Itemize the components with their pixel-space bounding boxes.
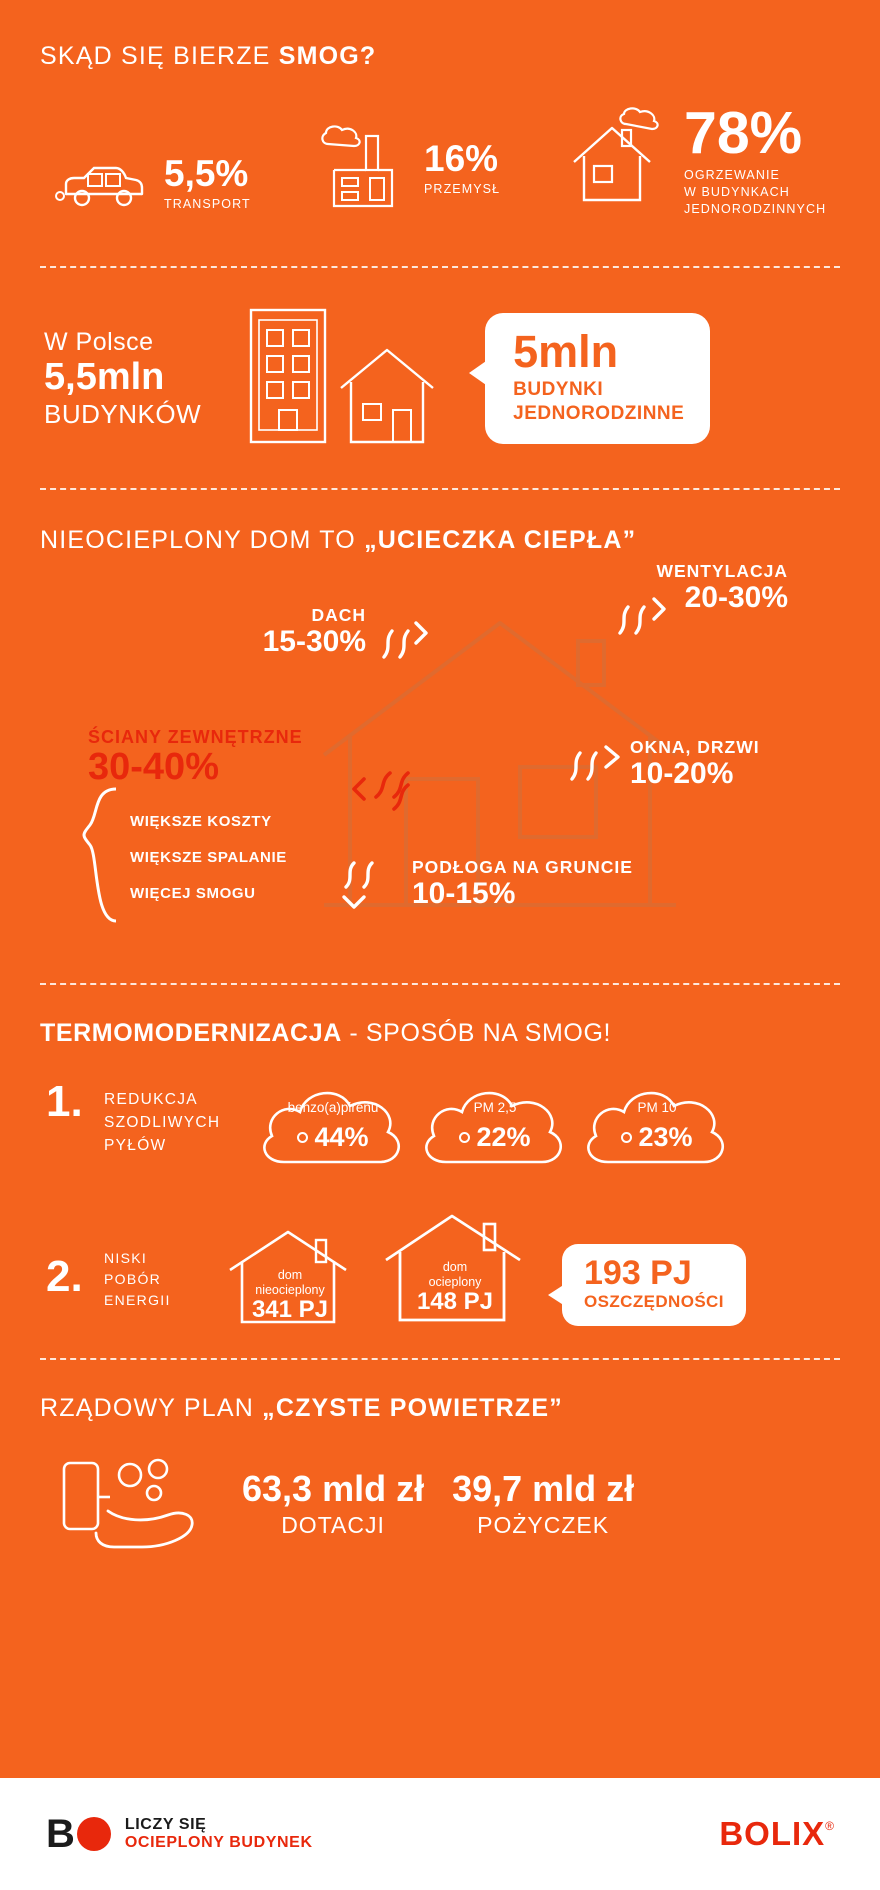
- house-dom-ocieplony: [380, 1206, 530, 1332]
- sciany-text: ŚCIANY ZEWNĘTRZNE: [88, 726, 303, 747]
- cloud-3-value: 23%: [578, 1122, 736, 1153]
- buildings-line-3: BUDYNKÓW: [44, 398, 202, 429]
- podloga-value: 10-15%: [412, 876, 516, 910]
- section-gov-plan: [0, 1360, 880, 1595]
- buildings-line-1: W Polsce: [44, 327, 154, 356]
- label-podloga: [412, 857, 712, 910]
- thermo-point-2: [40, 1222, 840, 1332]
- heating-label-line-3: JEDNORODZINNYCH: [684, 201, 827, 216]
- title-light-part: SKĄD SIĘ BIERZE: [40, 42, 279, 70]
- footer-slogan: [125, 1816, 313, 1852]
- industry-value: 16%: [424, 137, 499, 179]
- point-2-label-line-2: POBÓR: [104, 1271, 162, 1288]
- heat-escape-diagram: [40, 560, 840, 965]
- thermo-title-light: - SPOSÓB NA SMOG!: [341, 1018, 612, 1047]
- thermo-title-bold: TERMOMODERNIZACJA: [40, 1018, 342, 1047]
- transport-figures: [164, 152, 251, 211]
- logo-circle-icon: [77, 1817, 111, 1851]
- brace-icon: [76, 785, 122, 925]
- industry-label: PRZEMYSŁ: [424, 181, 501, 196]
- gov-plan-item-pozyczki: [452, 1468, 634, 1539]
- industry-figures: [424, 137, 501, 196]
- point-1-label-line-2: SZODLIWYCH: [104, 1113, 221, 1131]
- wentylacja-value: 20-30%: [684, 580, 788, 614]
- smog-source-item-heating: [564, 100, 827, 218]
- gov-title-bold: „CZYSTE POWIETRZE”: [262, 1393, 563, 1422]
- bubble-value: 5mln: [513, 326, 619, 378]
- point-2-number: 2.: [46, 1251, 83, 1301]
- section-title-heat-escape: [40, 526, 840, 555]
- point-2-label-line-3: ENERGII: [104, 1292, 171, 1309]
- bullet-1: WIĘKSZE KOSZTY: [130, 812, 272, 830]
- house-2-label: [380, 1260, 530, 1290]
- house-1-label-line-2: nieocieplony: [255, 1282, 325, 1297]
- slogan-line-1: LICZY SIĘ: [124, 1816, 207, 1833]
- heating-value: 78%: [684, 100, 803, 166]
- energy-houses: [224, 1206, 746, 1332]
- point-2-label-line-1: NISKI: [104, 1250, 148, 1267]
- wentylacja-text: WENTYLACJA: [656, 560, 788, 581]
- section-title-thermo: [40, 1019, 840, 1048]
- heat-arrow-sciany-icon: [346, 765, 416, 813]
- footer-bar: [0, 1778, 880, 1890]
- house-smoke-icon: [564, 106, 674, 216]
- pollution-clouds: [254, 1070, 736, 1182]
- gov-title-light: RZĄDOWY PLAN: [40, 1393, 263, 1422]
- heat-title-bold: „UCIECZKA CIEPŁA”: [364, 525, 637, 554]
- bullet-dot-icon: [621, 1132, 632, 1143]
- gov-plan-row: [40, 1449, 840, 1559]
- cloud-1-value: 44%: [254, 1122, 412, 1153]
- hand-money-icon: [54, 1449, 214, 1559]
- sciany-value: 30-40%: [88, 745, 219, 788]
- brand-name: BOLIX: [719, 1815, 826, 1852]
- dach-value: 15-30%: [262, 624, 366, 658]
- cloud-benzoapirenu: [254, 1070, 412, 1182]
- smog-source-item-transport: [54, 148, 304, 218]
- heat-title-light: NIEOCIEPLONY DOM TO: [40, 525, 365, 554]
- house-2-label-line-2: ocieplony: [428, 1274, 482, 1289]
- cloud-2-label: PM 2,5: [473, 1099, 517, 1115]
- savings-value: 193 PJ: [584, 1253, 692, 1292]
- heat-arrow-podloga-icon: [340, 857, 402, 921]
- point-1-number: 1.: [46, 1076, 83, 1126]
- thermo-point-1: [40, 1076, 840, 1182]
- section-thermomodernization: [0, 985, 880, 1358]
- section-title-smog-source: [40, 42, 840, 71]
- dotacje-label: DOTACJI: [281, 1512, 385, 1539]
- title-bold-part: SMOG?: [278, 42, 377, 70]
- heating-figures: [684, 100, 827, 218]
- okna-value: 10-20%: [630, 756, 734, 790]
- point-1-label: [104, 1082, 254, 1158]
- registered-mark: ®: [825, 1819, 834, 1833]
- bullet-3: WIĘCEJ SMOGU: [130, 884, 256, 902]
- smog-source-items: [40, 100, 840, 218]
- bo-logo-icon: [46, 1812, 111, 1857]
- okna-text: OKNA, DRZWI: [630, 736, 760, 757]
- brand-logo: [719, 1815, 834, 1853]
- savings-label: OSZCZĘDNOŚCI: [584, 1291, 724, 1311]
- heating-label-line-1: OGRZEWANIE: [684, 168, 780, 183]
- buildings-text: [40, 328, 201, 430]
- bullet-dot-icon: [297, 1132, 308, 1143]
- smog-source-item-industry: [314, 118, 554, 218]
- house-1-value: 341 PJ: [251, 1295, 329, 1323]
- point-1-label-line-3: PYŁÓW: [104, 1137, 167, 1155]
- house-1-label-line-1: dom: [277, 1267, 303, 1282]
- heat-arrow-wentylacja-icon: [610, 589, 680, 643]
- transport-value: 5,5%: [164, 152, 249, 194]
- label-okna-drzwi: [630, 737, 810, 790]
- section-heat-escape: [0, 490, 880, 983]
- buildings-line-2: 5,5mln: [44, 355, 165, 398]
- section-buildings: [0, 268, 880, 488]
- podloga-text: PODŁOGA NA GRUNCIE: [412, 856, 633, 877]
- bubble-label-line-2: JEDNORODZINNE: [513, 403, 685, 425]
- cloud-pm25: [416, 1070, 574, 1182]
- car-icon: [54, 148, 154, 218]
- transport-label: TRANSPORT: [164, 196, 251, 211]
- savings-bubble: [562, 1244, 746, 1326]
- house-2-value: 148 PJ: [416, 1287, 494, 1315]
- logo-letter: B: [46, 1811, 75, 1856]
- pozyczki-label: POŻYCZEK: [477, 1512, 610, 1539]
- bullet-dot-icon: [459, 1132, 470, 1143]
- heat-arrow-dach-icon: [376, 613, 446, 667]
- cloud-3-label: PM 10: [637, 1099, 677, 1115]
- house-2-label-line-1: dom: [442, 1259, 468, 1274]
- buildings-callout-bubble: [485, 313, 710, 444]
- footer-left: [46, 1812, 313, 1857]
- point-2-label: [104, 1242, 224, 1311]
- dotacje-value: 63,3 mld zł: [242, 1468, 425, 1510]
- slogan-line-2: OCIEPLONY BUDYNEK: [124, 1834, 313, 1851]
- section-title-gov-plan: [40, 1394, 840, 1423]
- heating-label-line-2: W BUDYNKACH: [684, 184, 790, 199]
- pozyczki-value: 39,7 mld zł: [452, 1468, 635, 1510]
- buildings-row: [40, 304, 840, 454]
- house-1-label: [224, 1268, 356, 1298]
- cloud-1-label: benzo(a)pirenu: [287, 1099, 379, 1115]
- label-dach: [206, 605, 366, 658]
- heat-arrow-okna-icon: [562, 735, 632, 789]
- apartment-house-icon: [237, 304, 467, 454]
- cloud-pm10: [578, 1070, 736, 1182]
- dach-text: DACH: [311, 604, 366, 625]
- section-smog-source: [0, 0, 880, 218]
- house-dom-nieocieplony: [224, 1222, 356, 1332]
- heating-label: [684, 167, 826, 218]
- label-sciany-zewnetrzne: [88, 727, 348, 788]
- point-1-label-line-1: REDUKCJA: [104, 1090, 198, 1108]
- cloud-2-value: 22%: [416, 1122, 574, 1153]
- bullet-2: WIĘKSZE SPALANIE: [130, 848, 287, 866]
- factory-icon: [314, 118, 414, 218]
- gov-plan-item-dotacje: [242, 1468, 424, 1539]
- heat-escape-bullets: [130, 813, 287, 921]
- bubble-label-line-1: BUDYNKI: [513, 379, 604, 401]
